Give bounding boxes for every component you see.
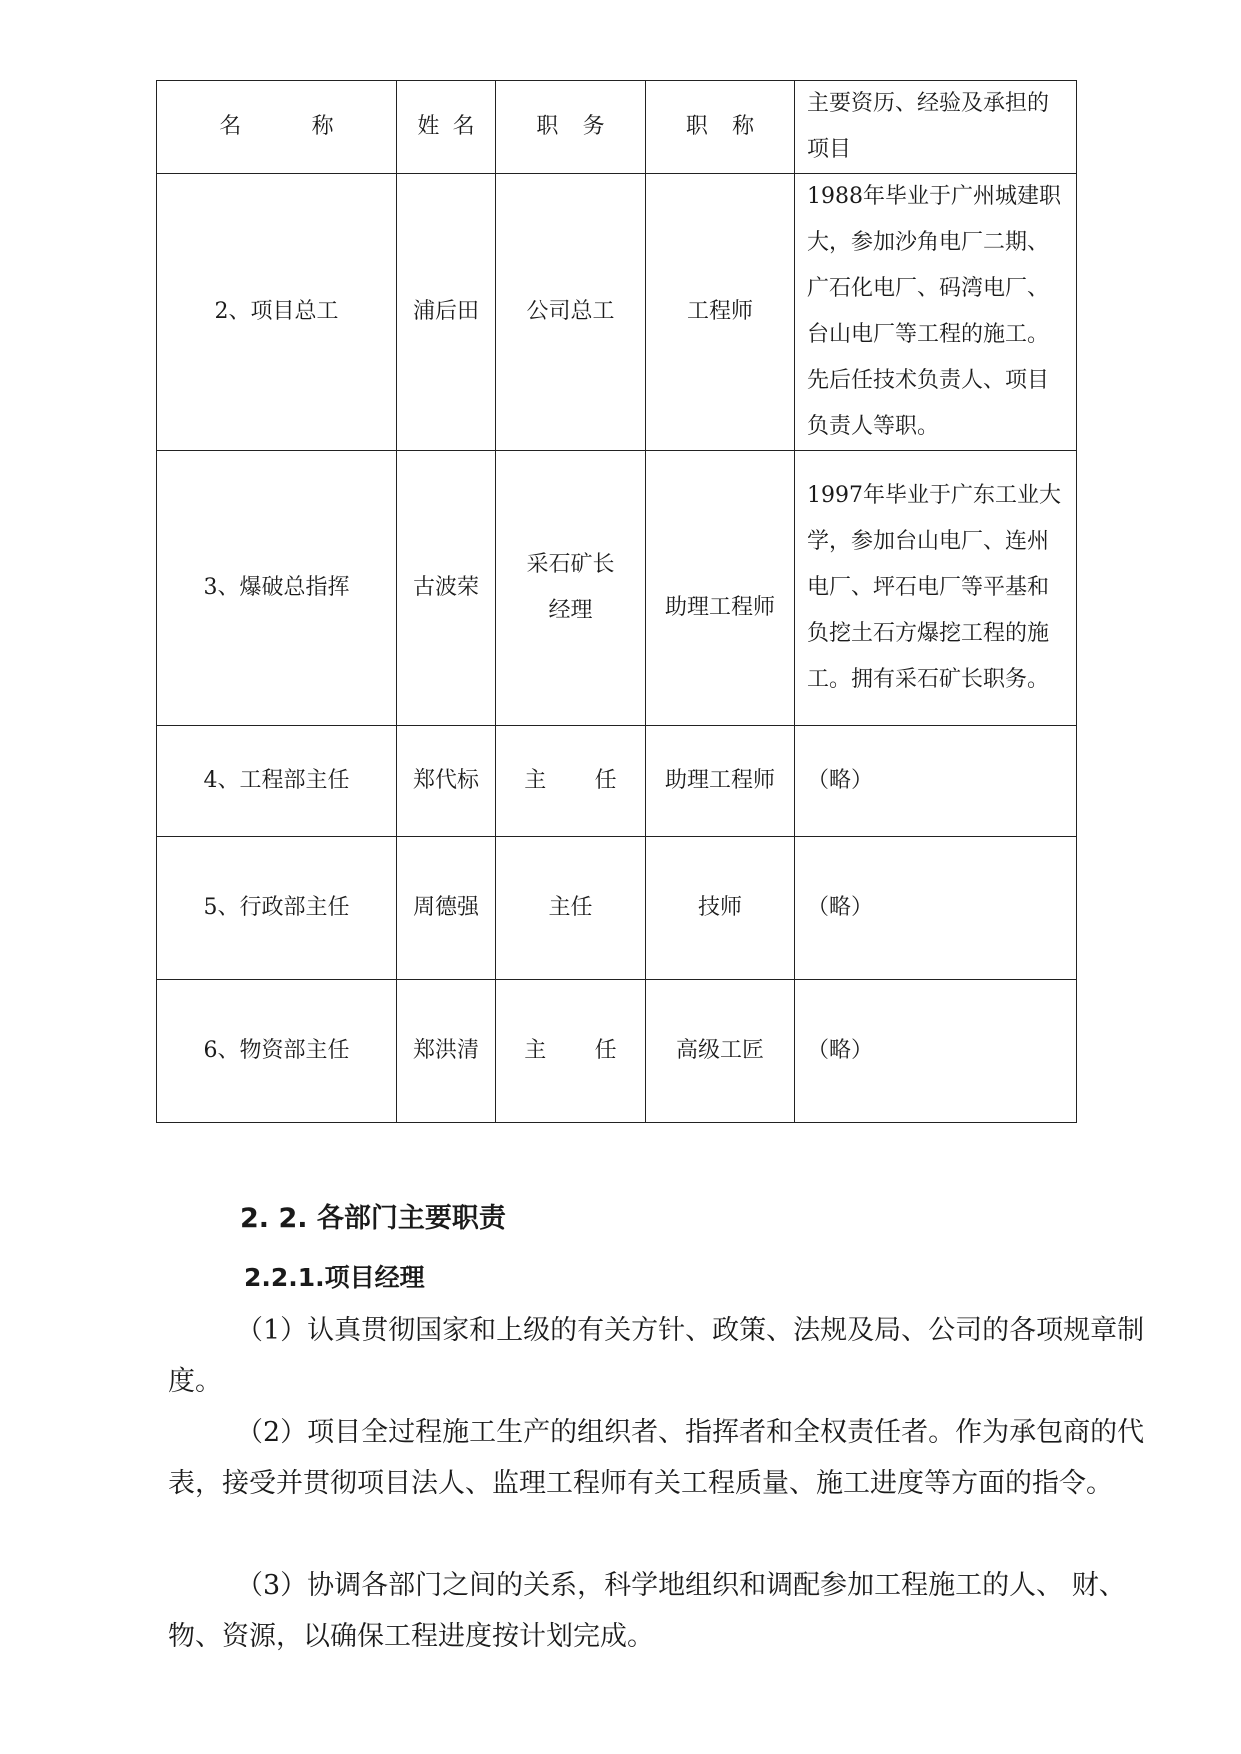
row-rank: 工程师	[646, 174, 795, 451]
table-header-row	[157, 81, 1077, 174]
row-title: 6、物资部主任	[157, 980, 397, 1123]
subsection-heading: 2.2.1.项目经理	[244, 1263, 425, 1292]
row-experience: 1988年毕业于广州城建职大，参加沙角电厂二期、广石化电厂、码湾电厂、台山电厂等工程的施工。先后任技术负责人、项目负责人等职。	[795, 174, 1077, 451]
table-row	[157, 837, 1077, 980]
paragraph: （1）认真贯彻国家和上级的有关方针、政策、法规及局、公司的各项规章制度。	[168, 1315, 1145, 1397]
row-name: 周德强	[397, 837, 496, 980]
header-name: 姓名	[397, 81, 496, 174]
row-title: 4、工程部主任	[157, 726, 397, 837]
row-name: 浦后田	[397, 174, 496, 451]
row-rank: 助理工程师	[646, 451, 795, 726]
row-position: 主 任	[496, 980, 646, 1123]
table-row	[157, 451, 1077, 726]
row-experience: （略）	[795, 980, 1077, 1123]
row-position: 采石矿长经理	[496, 451, 646, 726]
header-experience: 主要资历、经验及承担的项目	[795, 81, 1077, 174]
row-rank: 技师	[646, 837, 795, 980]
row-position: 公司总工	[496, 174, 646, 451]
table-row	[157, 726, 1077, 837]
row-name: 郑洪清	[397, 980, 496, 1123]
row-position: 主 任	[496, 726, 646, 837]
row-experience: （略）	[795, 837, 1077, 980]
row-name: 古波荣	[397, 451, 496, 726]
row-title: 2、项目总工	[157, 174, 397, 451]
row-position: 主任	[496, 837, 646, 980]
table-row	[157, 174, 1077, 451]
row-experience: （略）	[795, 726, 1077, 837]
header-rank: 职称	[646, 81, 795, 174]
row-rank: 助理工程师	[646, 726, 795, 837]
header-position: 职务	[496, 81, 646, 174]
table-row	[157, 980, 1077, 1123]
row-rank: 高级工匠	[646, 980, 795, 1123]
header-title: 名 称	[157, 81, 397, 174]
row-title: 5、行政部主任	[157, 837, 397, 980]
staff-table	[156, 80, 1077, 1123]
row-name: 郑代标	[397, 726, 496, 837]
row-experience: 1997年毕业于广东工业大学，参加台山电厂、连州电厂、坪石电厂等平基和负挖土石方爆挖工程的施工。拥有采石矿长职务。	[795, 451, 1077, 726]
paragraph: （2）项目全过程施工生产的组织者、指挥者和全权责任者。作为承包商的代表，接受并贯彻项目法人、监理工程师有关工程质量、施工进度等方面的指令。	[168, 1417, 1145, 1499]
row-title: 3、爆破总指挥	[157, 451, 397, 726]
section-heading: 2. 2. 各部门主要职责	[240, 1203, 506, 1234]
paragraph: （3）协调各部门之间的关系，科学地组织和调配参加工程施工的人、 财、物、资源，以确保工程进度按计划完成。	[168, 1570, 1126, 1652]
